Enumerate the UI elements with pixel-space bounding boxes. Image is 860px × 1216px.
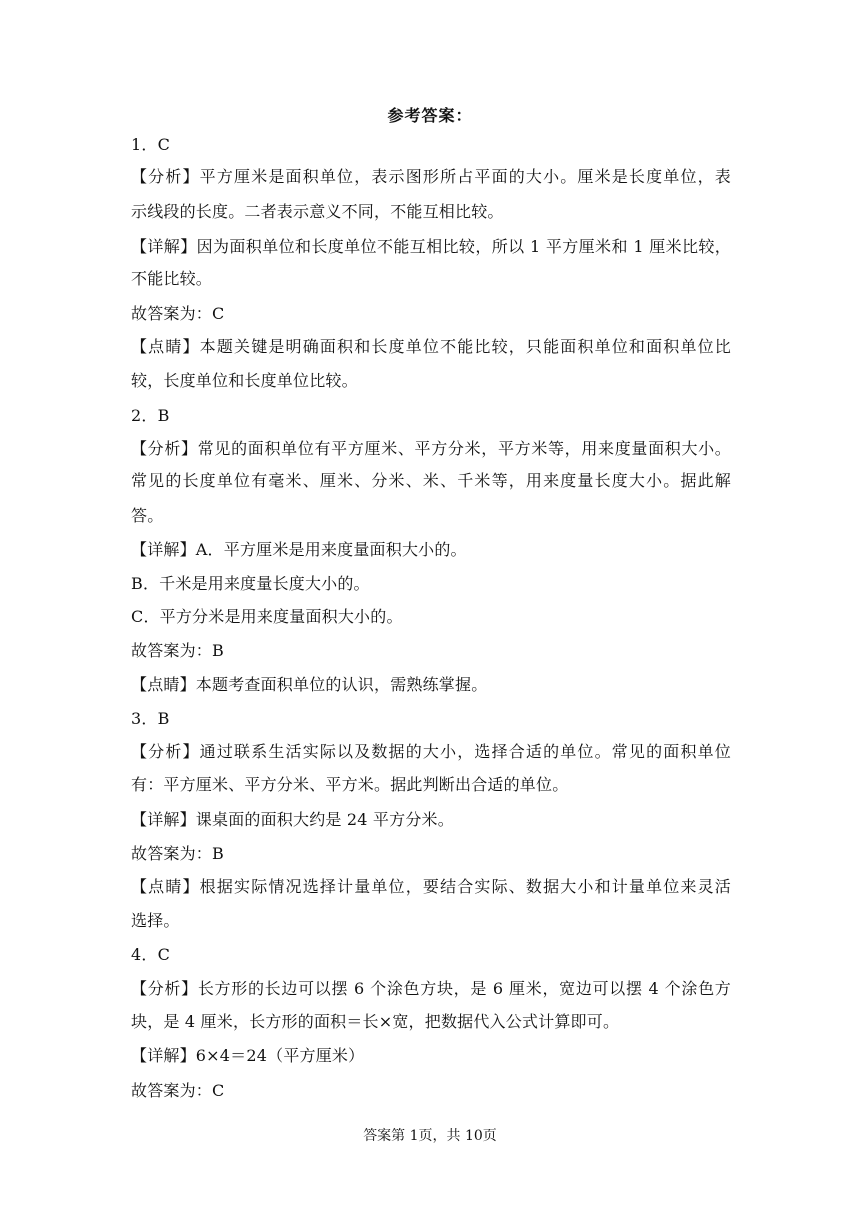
text-line: 故答案为：B [131, 641, 224, 660]
text-line: 【分析】平方厘米是面积单位，表示图形所占平面的大小。厘米是长度单位，表 [131, 167, 731, 186]
text-line: 【详解】课桌面的面积大约是 24 平方分米。 [131, 810, 454, 829]
text-line: 【分析】通过联系生活实际以及数据的大小，选择合适的单位。常见的面积单位 [131, 742, 731, 761]
text-line: 【详解】A．平方厘米是用来度量面积大小的。 [131, 540, 467, 559]
text-line: 块，是 4 厘米，长方形的面积＝长×宽，把数据代入公式计算即可。 [131, 1012, 620, 1031]
text-line: 【详解】因为面积单位和长度单位不能互相比较，所以 1 平方厘米和 1 厘米比较， [131, 237, 731, 256]
text-line: 4．C [131, 945, 171, 964]
text-line: 【分析】长方形的长边可以摆 6 个涂色方块，是 6 厘米，宽边可以摆 4 个涂色方 [131, 979, 731, 998]
page-footer: 答案第 1页，共 10页 [363, 1128, 497, 1144]
text-line: 【详解】6×4＝24（平方厘米） [131, 1046, 365, 1065]
text-line: 故答案为：C [131, 304, 225, 323]
text-line: 有：平方厘米、平方分米、平方米。据此判断出合适的单位。 [131, 775, 569, 794]
text-line: 【分析】常见的面积单位有平方厘米、平方分米，平方米等，用来度量面积大小。 [131, 439, 731, 458]
text-line: 答。 [131, 506, 164, 525]
text-line: 不能比较。 [131, 269, 213, 288]
text-line: 常见的长度单位有毫米、厘米、分米、米、千米等，用来度量长度大小。据此解 [131, 471, 731, 490]
text-line: 【点睛】根据实际情况选择计量单位，要结合实际、数据大小和计量单位来灵活 [131, 877, 731, 896]
text-line: 【点睛】本题关键是明确面积和长度单位不能比较，只能面积单位和面积单位比 [131, 337, 731, 356]
text-line: 示线段的长度。二者表示意义不同，不能互相比较。 [131, 202, 504, 221]
text-line: 故答案为：B [131, 844, 224, 863]
text-line: 【点睛】本题考查面积单位的认识，需熟练掌握。 [131, 675, 488, 694]
text-line: 较，长度单位和长度单位比较。 [131, 371, 358, 390]
text-line: 1．C [131, 135, 171, 154]
page-title: 参考答案： [387, 106, 473, 125]
text-line: 2．B [131, 406, 170, 425]
text-line: B．千米是用来度量长度大小的。 [131, 574, 370, 593]
text-line: 选择。 [131, 911, 180, 930]
text-line: C．平方分米是用来度量面积大小的。 [131, 607, 403, 626]
text-line: 故答案为：C [131, 1081, 225, 1100]
text-line: 3．B [131, 709, 170, 728]
